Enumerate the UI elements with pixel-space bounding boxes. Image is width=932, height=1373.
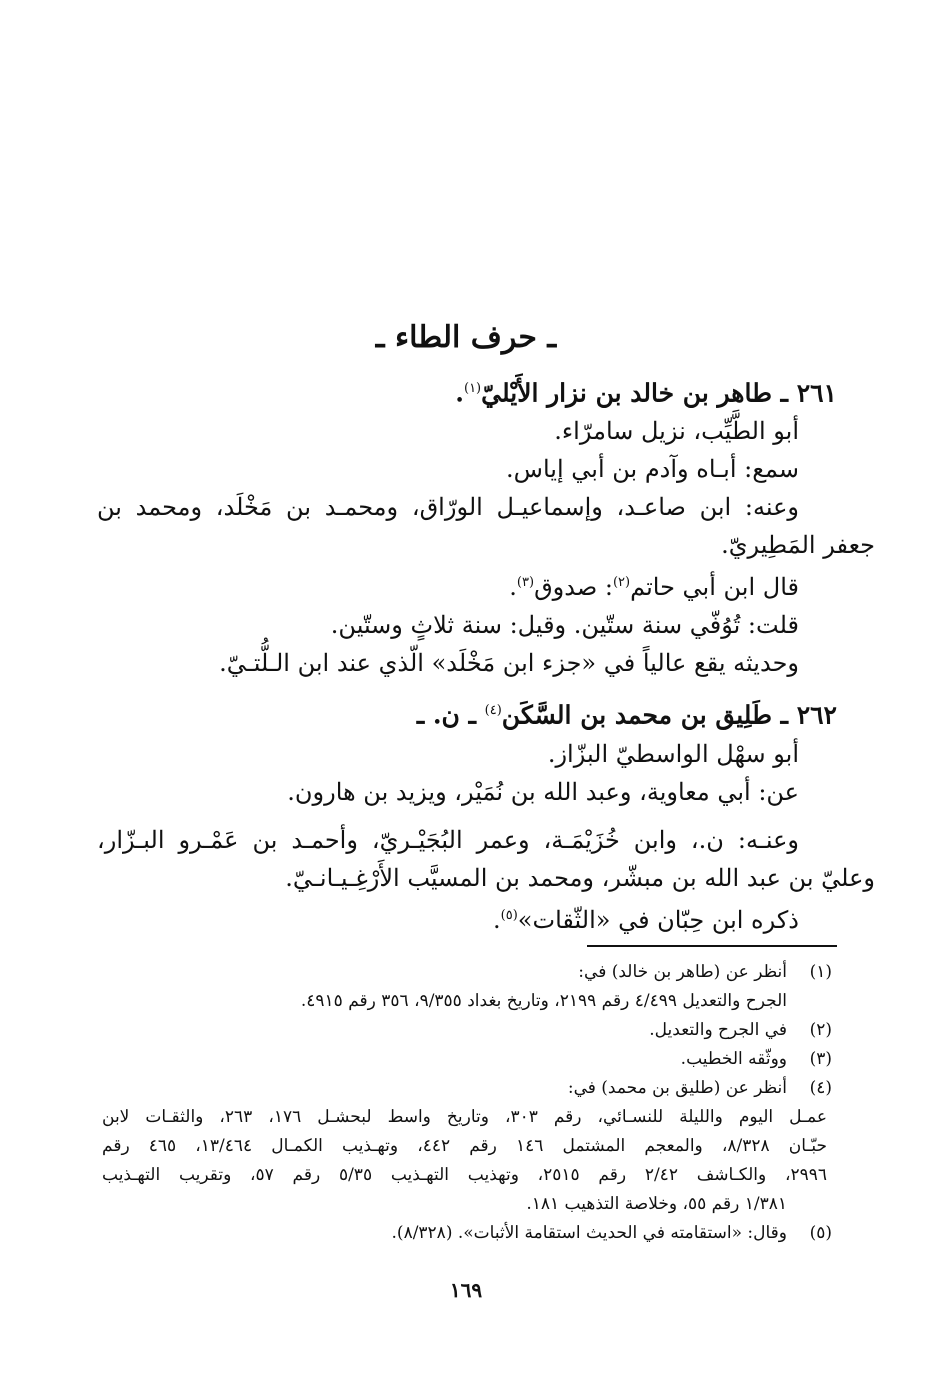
- footnote-number: (٣): [809, 1049, 832, 1069]
- entry-261-heard: سمع: أبـاه وآدم بن أبي إياس.: [506, 455, 799, 484]
- thiqat-text: ذكره ابن حِبّان في «الثّقات»: [517, 905, 799, 934]
- footnote-number: (٥): [809, 1223, 832, 1243]
- footnote-number: (٤): [809, 1078, 832, 1098]
- footnote-line: ووثّقه الخطيب.: [680, 1049, 787, 1069]
- chapter-heading: ـ حرف الطاء ـ: [375, 320, 557, 355]
- footnote-line: عمـل اليوم والليلة للنسـائي، رقم ٣٠٣، وتاريخ واسط لبحشـل ١٧٦، ٢٦٣، والثقـات لابن: [102, 1107, 828, 1127]
- footnote-ref-2: (٢): [612, 575, 631, 591]
- abi-hatim-end: .: [509, 573, 517, 602]
- entry-261-title: ٢٦١ ـ طاهر بن خالد بن نزار الأَيْليّ: [481, 378, 837, 408]
- entry-262-thiqat: [97, 897, 837, 939]
- entry-262-students-line1: وعنـه: ن.، وابن خُزَيْمَـة، وعمر البُجَيْـريّ، وأحمـد بن عَمْـرو البـزّار،: [97, 825, 799, 854]
- footnote-line: أنظر عن (طاهر بن خالد) في:: [578, 962, 787, 982]
- footnote-line: في الجرح والتعديل.: [649, 1020, 787, 1040]
- footnote-2: [102, 1016, 832, 1045]
- footnote-ref-1: (١): [463, 381, 482, 396]
- entry-262-kunya: أبو سهْل الواسطيّ البزّاز.: [547, 739, 799, 768]
- entry-262-heading: [97, 692, 837, 734]
- entry-261-death: قلت: تُوُفّي سنة ستّين. وقيل: سنة ثلاثٍ وستّين.: [330, 611, 799, 640]
- footnote-line: حبّـان ٨/٣٢٨، والمعجم المشتمل ١٤٦ رقم ٤٤٢، وتهـذيب الكمـال ١٣/٤٦٤، ٤٦٥ رقم: [102, 1136, 828, 1156]
- abi-hatim-text: قال ابن أبي حاتم: [630, 573, 799, 602]
- footnote-line: الجرح والتعديل ٤/٤٩٩ رقم ٢١٩٩، وتاريخ بغداد ٩/٣٥٥، ٣٥٦ رقم ٤٩١٥.: [300, 991, 787, 1011]
- footnote-line: ١/٣٨١ رقم ٥٥، وخلاصة التذهيب ١٨١.: [526, 1194, 787, 1214]
- thiqat-end: .: [493, 905, 501, 934]
- footnote-line: أنظر عن (طليق بن محمد) في:: [567, 1078, 787, 1098]
- page-number: ١٦٩: [449, 1278, 483, 1302]
- abi-hatim-verdict: : صدوق: [534, 573, 613, 602]
- entry-261-students-line2: جعفر المَطِيريّ.: [721, 531, 875, 560]
- footnote-ref-5: (٥): [500, 907, 518, 923]
- entry-262-students-line2: وعليّ بن عبد الله بن مبشّر، ومحمد بن المسيَّب الأَرْغِـيـانـيّ.: [285, 863, 875, 892]
- footnote-1: [102, 958, 832, 1016]
- entry-261-students-line1: وعنه: ابن صاعـد، وإسماعيـل الورّاق، ومحمـد بن مَخْلَد، ومحمد بن: [97, 493, 799, 522]
- footnote-text: [102, 1074, 828, 1219]
- footnote-5: [102, 1219, 832, 1248]
- entry-261-heading: [97, 370, 837, 412]
- entry-262-title: ٢٦٢ ـ طَلِيق بن محمد بن السَّكَن: [501, 700, 837, 730]
- footnotes: [102, 958, 832, 1248]
- footnote-3: [102, 1045, 832, 1074]
- entry-262-teachers: عن: أبي معاوية، وعبد الله بن نُمَيْر، ويزيد بن هارون.: [287, 777, 799, 806]
- footnote-number: (١): [809, 962, 832, 982]
- footnote-line: ٢٩٩٦، والكـاشف ٢/٤٢ رقم ٢٥١٥، وتهذيب التهـذيب ٥/٣٥ رقم ٥٧، وتقريب التهـذيب: [102, 1165, 827, 1185]
- main-text: [97, 370, 875, 939]
- entry-261-hadith: وحديثه يقع عالياً في «جزء ابن مَخْلَد» الّذي عند ابن الـلُّتـيّ.: [219, 649, 799, 678]
- entry-262-title-end: ـ ن. ـ: [416, 700, 476, 730]
- footnote-number: (٢): [809, 1020, 832, 1040]
- footnote-ref-3: (٣): [516, 575, 535, 591]
- footnote-4: [102, 1074, 832, 1219]
- footnote-ref-4: (٤): [484, 703, 502, 719]
- entry-261-kunya: أبو الطَّيِّب، نزيل سامرّاء.: [554, 417, 799, 446]
- footnote-text: [102, 958, 787, 1016]
- entry-261-abi-hatim: [97, 564, 837, 606]
- footnote-divider: [587, 945, 837, 947]
- footnote-line: وقال: «استقامته في الحديث استقامة الأثبات». (٨/٣٢٨).: [391, 1223, 787, 1243]
- entry-261-title-end: .: [455, 378, 464, 408]
